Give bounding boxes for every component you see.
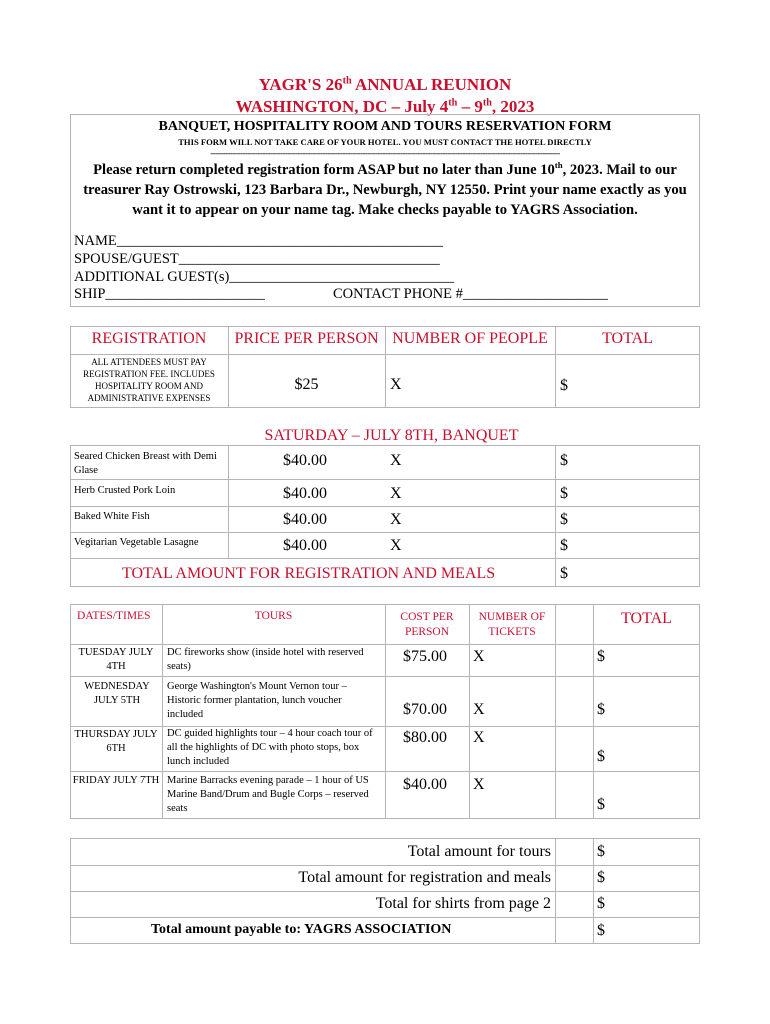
instructions-sup: th (554, 160, 563, 171)
meal-total-input[interactable]: $ (560, 452, 568, 469)
tour-cost: $75.00 (403, 648, 447, 665)
total-shirts-label: Total for shirts from page 2 (375, 895, 551, 912)
page-title (0, 74, 770, 96)
tour-date: WEDNESDAY JULY 5TH (84, 681, 150, 706)
instructions-text-1: Please return completed registration form ASAP but no later than June 10 (93, 162, 555, 178)
banquet-title: SATURDAY – JULY 8TH, BANQUET (264, 427, 519, 444)
tour-total-input[interactable]: $ (597, 748, 605, 765)
name-field[interactable]: NAME_____________________________________________ (74, 233, 443, 249)
instructions (76, 160, 694, 220)
spouse-guest-field[interactable]: SPOUSE/GUEST____________________________________ (74, 251, 440, 267)
meal-price: $40.00 (283, 511, 327, 528)
subtitle-text-1: WASHINGTON, DC – July 4 (235, 97, 449, 116)
tours-header: TOURS (254, 610, 293, 622)
meal-total-input[interactable]: $ (560, 485, 568, 502)
tour-total-input[interactable]: $ (597, 648, 605, 665)
meal-total-input[interactable]: $ (560, 511, 568, 528)
tour-total-input[interactable]: $ (597, 701, 605, 718)
cost-per-person-header: COST PER PERSON (400, 611, 454, 638)
title-line1-text-end: ANNUAL REUNION (351, 75, 512, 94)
total-tours-label: Total amount for tours (407, 843, 551, 860)
price-per-person-header: PRICE PER PERSON (234, 330, 379, 347)
meal-x: X (390, 537, 402, 554)
dates-times-header: DATES/TIMES (77, 610, 151, 622)
tour-date: TUESDAY JULY 4TH (78, 647, 154, 672)
tour-cost: $70.00 (403, 701, 447, 718)
registration-meals-total-input[interactable]: $ (560, 565, 568, 582)
instructions-text-2: , 2023. Mail to our treasurer Ray Ostrowski, 123 Barbara Dr., Newburgh, NY 12550. Print your name exactly as you want it to appear on your name tag. Make checks payable to YAGRS Association. (83, 162, 687, 218)
meal-x: X (390, 485, 402, 502)
number-of-people-header: NUMBER OF PEOPLE (392, 330, 548, 347)
registration-total-input[interactable]: $ (560, 377, 568, 394)
tour-cost: $80.00 (403, 729, 447, 746)
tours-total-header: TOTAL (621, 610, 672, 627)
tour-description: DC fireworks show (inside hotel with reserved seats) (167, 647, 364, 672)
total-header: TOTAL (602, 330, 653, 347)
tour-date: THURSDAY JULY 6TH (74, 729, 158, 754)
meal-x: X (390, 511, 402, 528)
meal-price: $40.00 (283, 452, 327, 469)
form-heading: BANQUET, HOSPITALITY ROOM AND TOURS RESERVATION FORM (158, 119, 612, 134)
tour-x: X (473, 701, 485, 718)
total-payable-label: Total amount payable to: YAGRS ASSOCIATION (151, 922, 452, 937)
meal-name: Baked White Fish (74, 511, 150, 522)
subtitle-sup-1: th (448, 97, 458, 109)
registration-header: REGISTRATION (91, 330, 207, 347)
subtitle-text-3: , 2023 (491, 97, 535, 116)
contact-phone-field[interactable]: CONTACT PHONE #____________________ (333, 286, 608, 302)
meal-x: X (390, 452, 402, 469)
total-tours-input[interactable]: $ (597, 843, 605, 860)
meal-total-input[interactable]: $ (560, 537, 568, 554)
registration-description: ALL ATTENDEES MUST PAY REGISTRATION FEE. INCLUDES HOSPITALITY ROOM AND ADMINISTRATIVE EXPENSES (83, 357, 215, 403)
tour-date: FRIDAY JULY 7TH (72, 775, 160, 786)
tour-x: X (473, 776, 485, 793)
form-subheading: THIS FORM WILL NOT TAKE CARE OF YOUR HOTEL. YOU MUST CONTACT THE HOTEL DIRECTLY (178, 137, 592, 147)
subtitle-sup-2: th (482, 97, 492, 109)
tour-x: X (473, 648, 485, 665)
number-of-tickets-header: NUMBER OF TICKETS (478, 611, 546, 638)
registration-price: $25 (294, 376, 319, 393)
title-line1-text: YAGR'S 26 (258, 75, 343, 94)
meal-price: $40.00 (283, 485, 327, 502)
tour-x: X (473, 729, 485, 746)
meal-name: Vegitarian Vegetable Lasagne (74, 537, 199, 548)
tour-description: George Washington's Mount Vernon tour – Historic former plantation, lunch voucher included (167, 681, 347, 720)
meal-name: Seared Chicken Breast with Demi Glase (74, 451, 217, 476)
total-registration-meals-input[interactable]: $ (597, 869, 605, 886)
meal-name: Herb Crusted Pork Loin (74, 485, 176, 496)
tour-total-input[interactable]: $ (597, 796, 605, 813)
tour-cost: $40.00 (403, 776, 447, 793)
total-payable-input[interactable]: $ (597, 922, 605, 939)
dashed-divider: -------------------------------------------------------------------------------------------------------------------------------------------- (210, 148, 560, 158)
total-registration-meals-label: Total amount for registration and meals (298, 869, 551, 886)
additional-guest-field[interactable]: ADDITIONAL GUEST(s)_______________________________ (74, 269, 455, 285)
registration-x: X (390, 376, 402, 393)
registration-meals-total-label: TOTAL AMOUNT FOR REGISTRATION AND MEALS (122, 565, 496, 582)
meal-price: $40.00 (283, 537, 327, 554)
total-shirts-input[interactable]: $ (597, 895, 605, 912)
ship-field[interactable]: SHIP______________________ (74, 286, 265, 302)
tour-description: Marine Barracks evening parade – 1 hour of US Marine Band/Drum and Bugle Corps – reserved seats (167, 775, 369, 814)
subtitle-text-2: – 9 (457, 97, 483, 116)
title-line1-sup: th (342, 75, 352, 87)
tour-description: DC guided highlights tour – 4 hour coach tour of all the highlights of DC with photo stops, box lunch included (167, 728, 373, 767)
